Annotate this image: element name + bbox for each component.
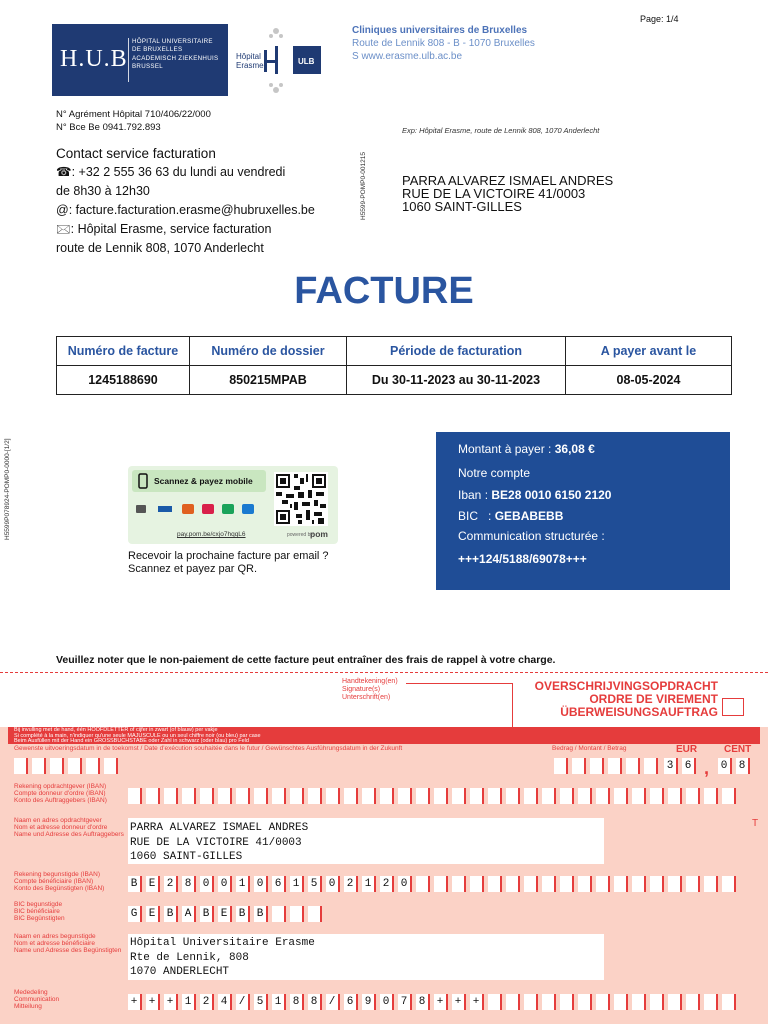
form-cell [542, 876, 556, 892]
amount-digit: 3 [664, 758, 678, 774]
sender-line: Exp: Hôpital Erasme, route de Lennik 808, 1070 Anderlecht [402, 126, 600, 135]
form-cell: 6 [272, 876, 286, 892]
form-cell [308, 906, 322, 922]
to-name-label-line: Naam en adres begunstigde [14, 933, 96, 940]
contact-phone: ☎: +32 2 555 36 63 du lundi au vendredi [56, 165, 286, 179]
erasme-emblem-icon [236, 24, 326, 96]
form-cell: 5 [308, 876, 322, 892]
form-cell [470, 788, 484, 804]
form-cell: 2 [200, 994, 214, 1010]
signature-label [342, 678, 398, 702]
form-cell [344, 788, 358, 804]
form-cell [524, 788, 538, 804]
form-cell [686, 788, 700, 804]
amount-value: 36,08 € [554, 442, 595, 456]
form-cell: 6 [344, 994, 358, 1010]
form-cell [380, 788, 394, 804]
agreement-block [56, 108, 211, 134]
form-cell [554, 758, 568, 774]
qr-label-text: Scannez & payez mobile [154, 476, 253, 486]
form-cell: G [128, 906, 142, 922]
form-cell: / [236, 994, 250, 1010]
form-cell: B [200, 906, 214, 922]
form-cell: + [164, 994, 178, 1010]
instruction-line: Beim Ausfüllen mit der Hand ein GROSSBUCHSTABE oder Zahl in schwarz (oder blau) pro Feld [14, 738, 249, 745]
bank-logo-icon [222, 504, 234, 514]
invoice-table [56, 336, 732, 395]
invoice-table-row [57, 366, 732, 395]
form-cell: 8 [416, 994, 430, 1010]
to-name-value: Hôpital Universitaire Erasme Rte de Lennik, 808 1070 ANDERLECHT [130, 937, 315, 979]
form-cell [488, 788, 502, 804]
form-cell [416, 788, 430, 804]
hub-logo-line: HÔPITAL UNIVERSITAIRE [132, 38, 213, 45]
bic-label: BIC : [458, 509, 495, 523]
form-cell: 0 [200, 876, 214, 892]
contact-hours: de 8h30 à 12h30 [56, 184, 150, 198]
amount-digit: 6 [682, 758, 696, 774]
form-cell [68, 758, 82, 774]
form-cell: 8 [182, 876, 196, 892]
communication-field-label-line: Mededeling [14, 989, 48, 996]
to-name-label [14, 934, 121, 954]
signature-divider [512, 683, 513, 727]
communication-field-label [14, 990, 59, 1010]
form-cell [578, 876, 592, 892]
form-cell [614, 994, 628, 1010]
bic-line [458, 509, 563, 523]
hub-logo [52, 24, 228, 96]
from-account-field[interactable] [128, 788, 740, 804]
side-mark: T [752, 818, 759, 829]
bank-app-icons [134, 502, 264, 516]
communication-label: Communication structurée : [458, 529, 605, 543]
form-cell [668, 876, 682, 892]
ulb-text: ULB [298, 57, 315, 66]
pom-brand: pom [310, 529, 328, 539]
erasme-logo [236, 24, 326, 96]
transfer-title [514, 680, 718, 719]
form-cell [686, 994, 700, 1010]
clinic-title: Cliniques universitaires de Bruxelles [352, 25, 528, 36]
form-cell [542, 994, 556, 1010]
iban-label: Iban : [458, 488, 492, 502]
iban-value: BE28 0010 6150 2120 [491, 488, 612, 502]
execution-date-field[interactable] [14, 758, 122, 774]
from-account-label [14, 784, 107, 804]
agreement-line: N° Agrément Hôpital 710/406/22/000 [56, 109, 211, 120]
form-cell [326, 788, 340, 804]
signature-label-line: Handtekening(en) [342, 678, 398, 685]
transfer-title-line: ÜBERWEISUNGSAUFTRAG [560, 705, 718, 719]
form-cell: 4 [218, 994, 232, 1010]
form-cell [650, 876, 664, 892]
communication-field-label-line: Mitteilung [14, 1002, 42, 1010]
form-cell: + [434, 994, 448, 1010]
form-cell [506, 788, 520, 804]
form-cell [608, 758, 622, 774]
form-cell: 2 [380, 876, 394, 892]
form-cell [308, 788, 322, 804]
form-cell [236, 788, 250, 804]
form-cell: 8 [308, 994, 322, 1010]
form-cell: 0 [218, 876, 232, 892]
form-cell [506, 994, 520, 1010]
transfer-title-line: ORDRE DE VIREMENT [589, 692, 718, 706]
from-account-label-line: Compte donneur d'ordre (IBAN) [14, 789, 106, 797]
from-name-value: PARRA ALVAREZ ISMAEL ANDRES RUE DE LA VICTOIRE 41/0003 1060 SAINT-GILLES [130, 822, 309, 864]
form-cell [650, 994, 664, 1010]
form-cell [596, 994, 610, 1010]
bic-field-label [14, 902, 65, 922]
bic-field-label-line: BIC bénéficiaire [14, 907, 60, 915]
recipient-address [402, 174, 613, 213]
form-cell [104, 758, 118, 774]
hub-logo-line: DE BRUXELLES [132, 46, 183, 54]
communication-value: +++124/5188/69078+++ [458, 552, 587, 566]
form-cell [560, 876, 574, 892]
bic-field[interactable] [128, 906, 326, 922]
bank-logo-icon [158, 506, 172, 512]
vertical-code: H5599-POMP0-001215 [360, 152, 367, 220]
form-cell [416, 876, 430, 892]
bank-logo-icon [202, 504, 214, 514]
th-period: Période de facturation [347, 337, 566, 366]
amount-field-label: Bedrag / Montant / Betrag [552, 745, 627, 752]
form-cell [524, 994, 538, 1010]
form-cell [614, 876, 628, 892]
communication-field[interactable] [128, 994, 740, 1010]
form-cell [452, 876, 466, 892]
form-cell [32, 758, 46, 774]
to-account-field[interactable] [128, 876, 740, 892]
form-cell [218, 788, 232, 804]
form-cell [590, 758, 604, 774]
contact-post-address: route de Lennik 808, 1070 Anderlecht [56, 241, 264, 255]
form-cell: B [254, 906, 268, 922]
form-cell: 0 [398, 876, 412, 892]
form-cell [596, 876, 610, 892]
signature-line [406, 683, 512, 684]
form-cell [200, 788, 214, 804]
vertical-code-left: H5599P078924-POMP0-0000-[1/2] [4, 438, 11, 540]
form-cell: 1 [236, 876, 250, 892]
recipient-street: RUE DE LA VICTOIRE 41/0003 [402, 186, 586, 201]
to-name-label-line: Nom et adresse bénéficiaire [14, 939, 95, 947]
to-account-label-line: Rekening begunstigde (IBAN) [14, 871, 100, 878]
erasme-line1: Hôpital [236, 52, 261, 61]
form-cell [560, 994, 574, 1010]
form-cell: 1 [182, 994, 196, 1010]
amount-comma: , [704, 758, 710, 778]
invoice-table-header [57, 337, 732, 366]
to-account-label [14, 872, 104, 892]
qr-text [128, 550, 329, 576]
form-cell [596, 788, 610, 804]
form-cell: 2 [164, 876, 178, 892]
form-cell [668, 788, 682, 804]
form-cell: + [146, 994, 160, 1010]
document-title: FACTURE [294, 270, 474, 312]
transfer-title-line: OVERSCHRIJVINGSOPDRACHT [534, 679, 718, 693]
form-cell [290, 906, 304, 922]
instruction-band [8, 727, 760, 744]
instruction-line: Si complété à la main, n'indiquer qu'une seule MAJUSCULE ou un seul chiffre noir (ou bleu) par case [14, 732, 261, 739]
contact-email[interactable]: @: facture.facturation.erasme@hubruxelles.be [56, 203, 315, 217]
form-cell: 1 [272, 994, 286, 1010]
form-cell [182, 788, 196, 804]
form-cell [434, 788, 448, 804]
th-file-number: Numéro de dossier [190, 337, 347, 366]
form-cell [722, 876, 736, 892]
file-number: 850215MPAB [190, 366, 347, 395]
contact-post: 🖂: Hôpital Erasme, service facturation [56, 222, 272, 236]
qr-text-line2: Scannez et payez par QR. [128, 563, 258, 575]
bank-logo-icon [242, 504, 254, 514]
form-cell: 8 [290, 994, 304, 1010]
form-cell [686, 876, 700, 892]
bce-line: N° Bce Be 0941.792.893 [56, 122, 161, 133]
form-cell [578, 994, 592, 1010]
form-cell [488, 994, 502, 1010]
eur-label: EUR [676, 744, 698, 755]
form-cell [614, 788, 628, 804]
form-cell [272, 788, 286, 804]
form-cell [506, 876, 520, 892]
contact-block [56, 144, 315, 258]
form-cell [272, 906, 286, 922]
form-cell: / [326, 994, 340, 1010]
form-cell [524, 876, 538, 892]
form-cell: + [128, 994, 142, 1010]
from-name-label-line: Name und Adresse des Auftraggebers [14, 830, 124, 838]
form-cell [632, 876, 646, 892]
form-cell: + [452, 994, 466, 1010]
form-cell: E [146, 906, 160, 922]
form-cell [626, 758, 640, 774]
billing-period: Du 30-11-2023 au 30-11-2023 [347, 366, 566, 395]
to-account-label-line: Compte bénéficiaire (IBAN) [14, 877, 94, 885]
form-cell [488, 876, 502, 892]
form-cell [86, 758, 100, 774]
clinic-web[interactable]: S www.erasme.ulb.ac.be [352, 51, 463, 62]
form-cell: B [236, 906, 250, 922]
form-cell [632, 994, 646, 1010]
recipient-name: PARRA ALVAREZ ISMAEL ANDRES [402, 173, 614, 188]
payment-box [436, 432, 730, 590]
mobile-phone-icon [138, 473, 148, 489]
form-cell [398, 788, 412, 804]
date-label: Gewenste uitvoeringsdatum in de toekomst / Date d'exécution souhaitée dans le futur / Gewünschtes Ausführungsdatum in der Zukunft [14, 745, 403, 752]
form-cell: E [146, 876, 160, 892]
form-cell [578, 788, 592, 804]
hub-logo-divider [128, 38, 129, 82]
th-due-date: A payer avant le [566, 337, 732, 366]
from-account-label-line: Rekening opdrachtgever (IBAN) [14, 783, 107, 790]
corner-mark-icon [722, 698, 744, 716]
form-cell [254, 788, 268, 804]
invoice-number: 1245188690 [57, 366, 190, 395]
form-cell: B [164, 906, 178, 922]
hub-logo-line: ACADEMISCH ZIEKENHUIS [132, 54, 219, 62]
form-cell: 1 [362, 876, 376, 892]
contact-title: Contact service facturation [56, 146, 216, 161]
qr-powered-by: powered by [287, 532, 313, 538]
qr-text-line1: Recevoir la prochaine facture par email ? [128, 550, 329, 562]
form-cell: 7 [398, 994, 412, 1010]
hub-logo-line: BRUSSEL [132, 62, 163, 70]
page-number: Page: 1/4 [640, 14, 679, 24]
iban-line [458, 488, 611, 502]
form-cell [452, 788, 466, 804]
amount-line [458, 442, 595, 456]
th-invoice-number: Numéro de facture [57, 337, 190, 366]
bic-value: GEBABEBB [494, 509, 564, 523]
from-account-label-line: Konto des Auftraggebers (IBAN) [14, 796, 107, 804]
to-account-label-line: Konto des Begünstigten (IBAN) [14, 884, 105, 892]
form-cell: 9 [362, 994, 376, 1010]
form-cell: 2 [344, 876, 358, 892]
form-cell [470, 876, 484, 892]
form-cell [164, 788, 178, 804]
form-cell [704, 876, 718, 892]
form-cell: E [218, 906, 232, 922]
signature-label-line: Signature(s) [342, 686, 381, 693]
due-date: 08-05-2024 [566, 366, 732, 395]
form-cell [434, 876, 448, 892]
form-cell [128, 788, 142, 804]
account-label: Notre compte [458, 466, 531, 480]
form-cell [542, 788, 556, 804]
instruction-line: Bij invulling met de hand, één HOOFDLETTER of cijfer in zwart (of blauw) per vakje [14, 727, 218, 733]
form-cell [722, 788, 736, 804]
form-cell: B [128, 876, 142, 892]
form-cell [704, 788, 718, 804]
form-cell [722, 994, 736, 1010]
form-cell [644, 758, 658, 774]
amount-euro-field[interactable] [554, 758, 662, 774]
bank-logo-icon [182, 504, 194, 514]
communication-field-label-line: Communication [14, 995, 60, 1003]
qr-label [132, 470, 266, 492]
hub-logo-abbr: H.U.B [60, 46, 128, 72]
erasme-line2: Erasme [236, 61, 264, 70]
camera-icon [136, 505, 146, 513]
bic-field-label-line: BIC Begünstigten [14, 914, 65, 922]
form-cell [290, 788, 304, 804]
hub-logo-lines [132, 38, 218, 71]
from-name-label-line: Naam en adres opdrachtgever [14, 817, 102, 824]
bic-field-label-line: BIC begunstigde [14, 901, 63, 908]
form-cell: + [470, 994, 484, 1010]
amount-cent-digits[interactable] [718, 758, 754, 774]
qr-url[interactable]: pay.pom.be/cxjo7hqqL6 [177, 531, 246, 538]
form-cell [668, 994, 682, 1010]
clinic-info [352, 24, 535, 63]
clinic-address: Route de Lennik 808 - B - 1070 Bruxelles [352, 38, 535, 49]
late-payment-notice: Veuillez noter que le non-paiement de cette facture peut entraîner des frais de rappel à votre charge. [56, 654, 556, 666]
form-cell [14, 758, 28, 774]
qr-code-icon[interactable] [274, 472, 328, 526]
form-cell [632, 788, 646, 804]
cent-digit: 8 [736, 758, 750, 774]
signature-label-line: Unterschrift(en) [342, 694, 391, 701]
amount-euro-digits[interactable] [664, 758, 700, 774]
form-cell [362, 788, 376, 804]
cent-digit: 0 [718, 758, 732, 774]
form-cell: 5 [254, 994, 268, 1010]
cent-label: CENT [724, 744, 752, 755]
from-name-label [14, 818, 124, 838]
to-name-label-line: Name und Adresse des Begünstigten [14, 946, 122, 954]
recipient-city: 1060 SAINT-GILLES [402, 199, 522, 214]
form-cell: 0 [380, 994, 394, 1010]
form-cell: A [182, 906, 196, 922]
amount-label: Montant à payer : [458, 442, 555, 456]
form-cell [704, 994, 718, 1010]
form-cell: 0 [254, 876, 268, 892]
form-cell [146, 788, 160, 804]
from-name-label-line: Nom et adresse donneur d'ordre [14, 823, 108, 831]
form-cell: 1 [290, 876, 304, 892]
cut-line [0, 672, 768, 673]
form-cell [50, 758, 64, 774]
form-cell: 0 [326, 876, 340, 892]
form-cell [650, 788, 664, 804]
form-cell [560, 788, 574, 804]
form-cell [572, 758, 586, 774]
